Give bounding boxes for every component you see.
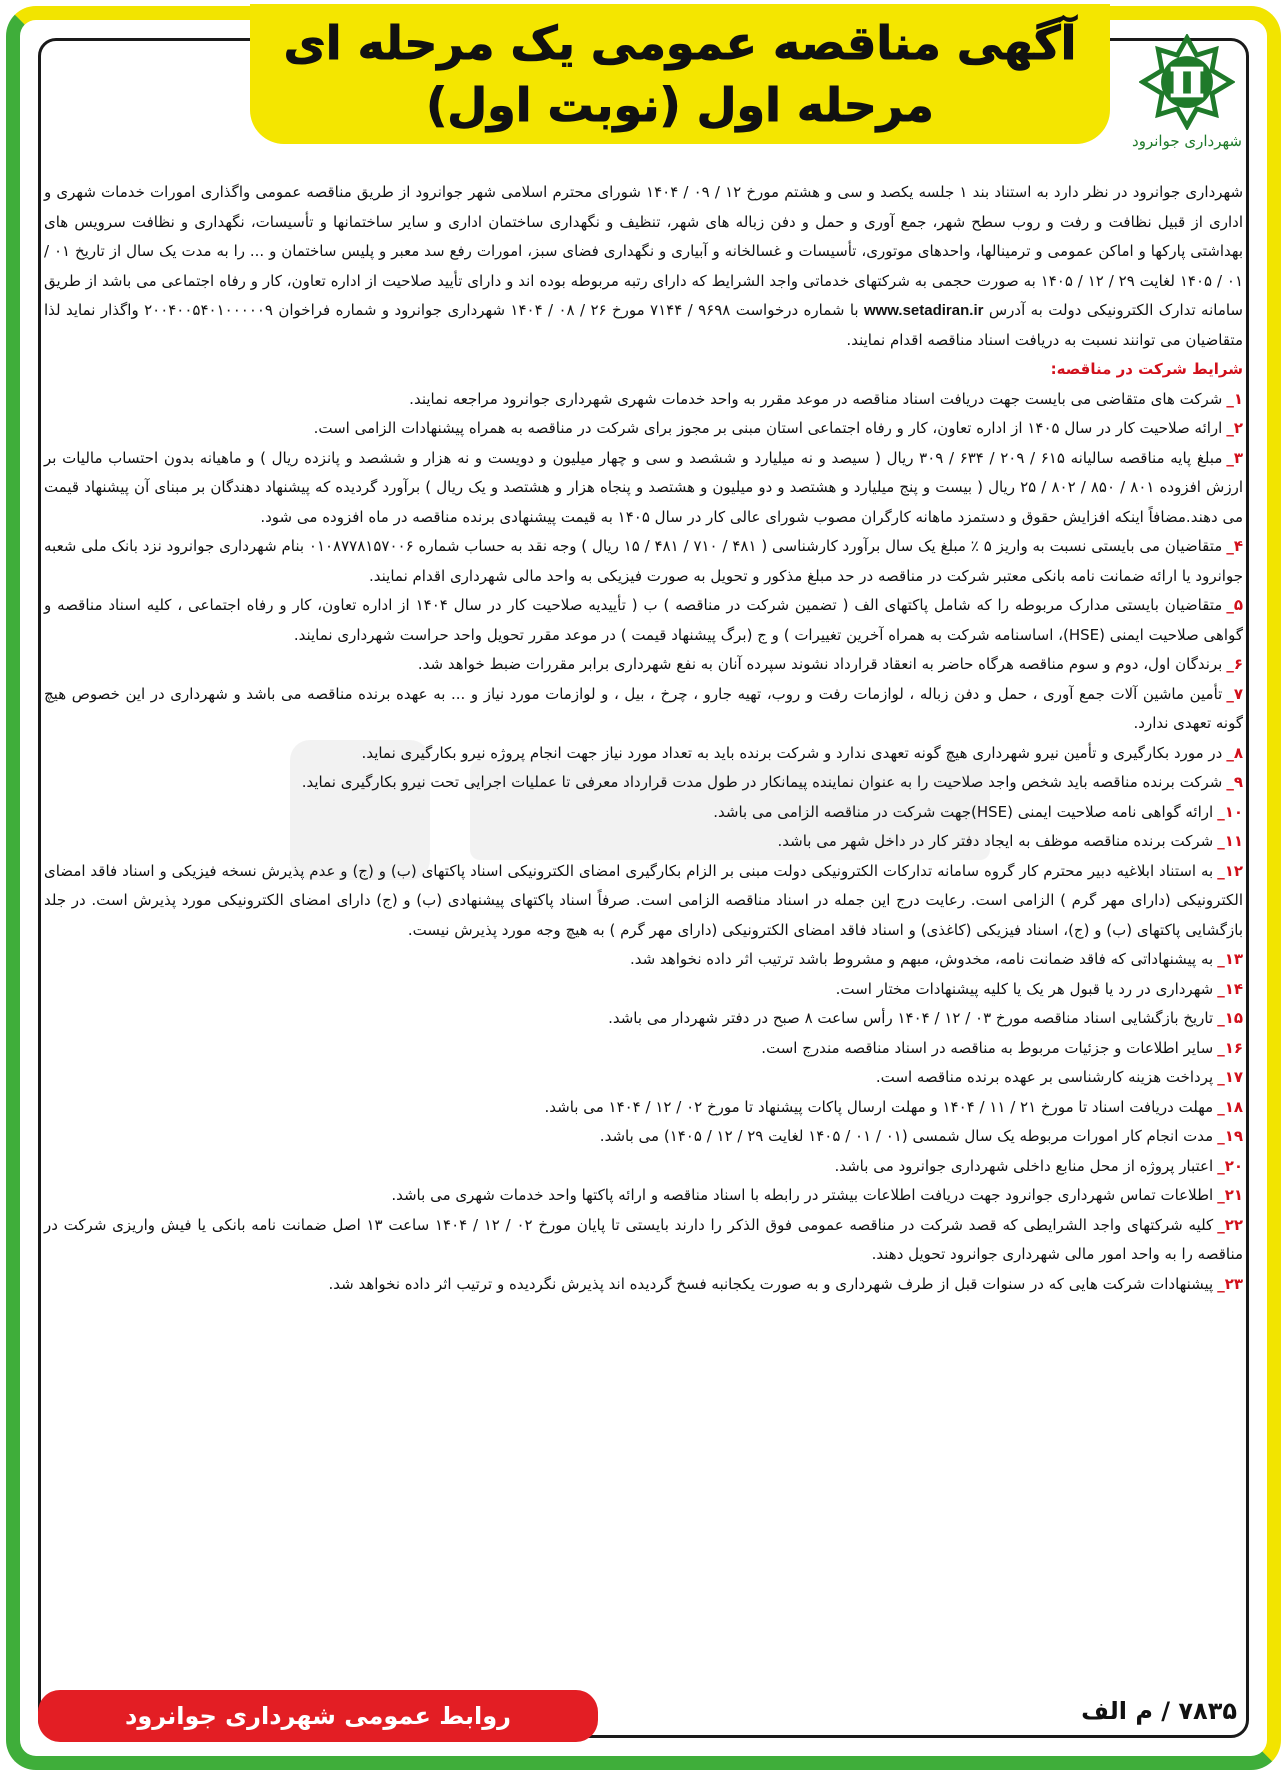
condition-text: اعتبار پروژه از محل منابع داخلی شهرداری جوانرود می باشد. — [834, 1156, 1214, 1175]
condition-item — [44, 945, 1243, 975]
municipality-logo — [1127, 34, 1247, 164]
condition-text: شهرداری در رد یا قبول هر یک یا کلیه پیشنهادات مختار است. — [835, 979, 1214, 998]
condition-item — [44, 1270, 1243, 1300]
condition-number: ۲۲_ — [1217, 1215, 1243, 1234]
condition-number: ۸_ — [1226, 743, 1243, 762]
condition-text: تأمین ماشین آلات جمع آوری ، حمل و دفن زباله ، لوازمات رفت و روب، تهیه جارو ، چرخ ، بیل ، و لوازمات مورد نیاز و ... به عهده برنده مناقصه می باشد و شهرداری در این خصوص هیچ گونه تعهدی ندارد. — [44, 684, 1243, 732]
condition-text: متقاضیان بایستی مدارک مربوطه را که شامل پاکتهای الف ( تضمین شرکت در مناقصه ) ب ( تأییدیه صلاحیت کار در سال ۱۴۰۴ از اداره تعاون، کار و رفاه اجتماعی ، کلیه اسناد مناقصه و گواهی صلاحیت ایمنی (HSE)، اساسنامه شرکت به همراه آخرین تغییرات ) و ج (برگ پیشنهاد قیمت ) در موعد مقرر تحویل واحد حراست شهرداری نمایند. — [44, 596, 1243, 644]
condition-item — [44, 768, 1243, 798]
condition-number: ۱۹_ — [1217, 1127, 1243, 1145]
condition-item — [44, 1093, 1243, 1123]
condition-item — [44, 591, 1243, 650]
condition-number: ۷_ — [1226, 684, 1243, 703]
condition-item — [44, 414, 1243, 444]
condition-number: ۱۲_ — [1217, 861, 1243, 880]
municipality-logo-icon — [1139, 34, 1235, 130]
condition-number: ۱۵_ — [1217, 1009, 1243, 1027]
condition-text: ارائه گواهی نامه صلاحیت ایمنی (HSE)جهت شرکت در مناقصه الزامی می باشد. — [713, 802, 1214, 821]
website-link[interactable]: www.setadiran.ir — [863, 302, 984, 319]
condition-number: ۱۴_ — [1217, 979, 1243, 998]
announcement-code: ۷۸۳۵ / م الف — [1081, 1697, 1237, 1725]
condition-item — [44, 680, 1243, 739]
title-banner — [250, 4, 1110, 144]
condition-text: سایر اطلاعات و جزئیات مربوط به مناقصه در اسناد مناقصه مندرج است. — [761, 1038, 1214, 1057]
condition-item — [44, 1181, 1243, 1211]
condition-text: شرکت برنده مناقصه باید شخص واجد صلاحیت را به عنوان نماینده پیمانکار در طول مدت قرارداد معرفی تا عملیات اجرایی تحت نیرو بکارگیری نماید. — [301, 773, 1223, 791]
condition-number: ۱_ — [1226, 389, 1243, 408]
condition-item — [44, 739, 1243, 769]
condition-number: ۲_ — [1226, 419, 1243, 437]
condition-number: ۱۶_ — [1217, 1038, 1243, 1057]
condition-text: اطلاعات تماس شهرداری جوانرود جهت دریافت اطلاعات بیشتر در رابطه با اسناد مناقصه و ارائه پاکتها واحد خدمات شهری می باشد. — [391, 1186, 1214, 1204]
condition-number: ۱۱_ — [1217, 832, 1243, 850]
condition-number: ۹_ — [1226, 773, 1243, 791]
condition-item — [44, 857, 1243, 946]
condition-text: متقاضیان می بایستی نسبت به واریز ۵ ٪ مبلغ یک سال برآورد کارشناسی ( ۴۸۱ / ۷۱۰ / ۴۸۱ / ۱۵ ریال ) وجه نقد به حساب شماره ۰۱۰۸۷۷۸۱۵۷۰۰۶ بنام شهرداری جوانرود نزد بانک ملی شعبه جوانرود یا ارائه ضمانت نامه بانکی معتبر شرکت در مناقصه در حد مبلغ مذکور و تحویل به صورت فیزیکی به واحد مالی شهرداری اقدام نمایند. — [44, 537, 1243, 585]
condition-text: پرداخت هزینه کارشناسی بر عهده برنده مناقصه است. — [875, 1068, 1214, 1086]
announcement-body — [44, 178, 1243, 1678]
intro-paragraph — [44, 178, 1243, 355]
condition-number: ۳_ — [1226, 448, 1244, 467]
condition-number: ۶_ — [1226, 655, 1243, 673]
condition-number: ۱۰_ — [1217, 802, 1243, 821]
condition-item — [44, 827, 1243, 857]
condition-text: مبلغ پایه مناقصه سالیانه ۶۱۵ / ۲۰۹ / ۶۳۴ / ۳۰۹ ریال ( سیصد و نه میلیارد و ششصد و سی و چهار میلیون و دویست و نه هزار و ششصد و پانزده ریال ) و ماهیانه بدون احتساب مالیات بر ارزش افزوده ۸۰۱ / ۸۵۰ / ۸۰۲ / ۲۵ ریال ( بیست و پنج میلیارد و هشتصد و دو میلیون و هشتصد و پنجاه هزار و هشتصد و یک ریال ) برآورد گردیده که پیشنهاد دهندگان بر مبنای آن پیشنهاد قیمت می دهند.مضافاً اینکه افزایش حقوق و دستمزد ماهانه کارگران مصوب شورای عالی کار در سال ۱۴۰۵ به قیمت پیشنهادی برنده مناقصه در ماه افزوده می شود. — [44, 448, 1244, 526]
condition-number: ۵_ — [1226, 596, 1243, 614]
condition-item — [44, 650, 1243, 680]
condition-number: ۲۰_ — [1217, 1156, 1243, 1175]
condition-item — [44, 1034, 1243, 1064]
condition-number: ۱۸_ — [1217, 1097, 1243, 1116]
condition-item — [44, 798, 1243, 828]
conditions-heading: شرایط شرکت در مناقصه: — [1050, 360, 1243, 378]
condition-item — [44, 1211, 1243, 1270]
intro-text: شهرداری جوانرود در نظر دارد به استناد بند ۱ جلسه یکصد و سی و هشتم مورخ ۱۲ / ۰۹ / ۱۴۰۴ شورای محترم اسلامی شهر جوانرود از طریق مناقصه عمومی واگذاری امورات خدمات شهری و اداری از قبیل نظافت و رفت و روب سطح شهر، جمع آوری و حمل و دفن زباله های شهر، تنظیف و نگهداری ساختمان اداری و سایر ساختمانها و تأسیسات، نگهداری و نظافت سرویس های بهداشتی پارکها و اماکن عمومی و ترمینالها، واحدهای موتوری، تأسیسات و غسالخانه و آبیاری و نگهداری فضای سبز، امورات رفع سد معبر و پلیس ساختمان و ... را به مدت یک سال از تاریخ ۰۱ / ۰۱ / ۱۴۰۵ لغایت ۲۹ / ۱۲ / ۱۴۰۵ به صورت حجمی به شرکتهای خدماتی واجد الشرایط که دارای رتبه مربوطه بوده اند و دارای تأیید صلاحیت از اداره تعاون، کار و رفاه اجتماعی می باشد از طریق سامانه تدارک الکترونیکی دولت به آدرس — [44, 183, 1244, 319]
condition-text: ارائه صلاحیت کار در سال ۱۴۰۵ از اداره تعاون، کار و رفاه اجتماعی استان مبنی بر مجوز برای شرکت در مناقصه به همراه پیشنهادات الزامی است. — [313, 419, 1223, 437]
condition-number: ۴_ — [1226, 537, 1243, 555]
condition-number: ۱۷_ — [1217, 1068, 1243, 1086]
condition-text: در مورد بکارگیری و تأمین نیرو شهرداری هیچ گونه تعهدی ندارد و شرکت برنده باید به تعداد مورد نیاز جهت انجام پروژه نیرو بکارگیری نماید. — [361, 743, 1223, 762]
page-subtitle: مرحله اول (نوبت اول) — [426, 78, 934, 132]
condition-text: مدت انجام کار امورات مربوطه یک سال شمسی (۰۱ / ۰۱ / ۱۴۰۵ لغایت ۲۹ / ۱۲ / ۱۴۰۵) می باشد. — [599, 1127, 1214, 1145]
condition-item — [44, 1063, 1243, 1093]
logo-caption: شهرداری جوانرود — [1132, 132, 1242, 150]
condition-text: برندگان اول، دوم و سوم مناقصه هرگاه حاضر به انعقاد قرارداد نشوند سپرده آنان به نفع شهرداری برابر مقررات ضبط خواهد شد. — [417, 655, 1223, 673]
condition-item — [44, 1152, 1243, 1182]
public-relations-badge — [38, 1690, 598, 1742]
condition-text: مهلت دریافت اسناد تا مورخ ۲۱ / ۱۱ / ۱۴۰۴ و مهلت ارسال پاکات پیشنهاد تا مورخ ۰۲ / ۱۲ / ۱۴۰۴ می باشد. — [544, 1097, 1214, 1116]
condition-text: کلیه شرکتهای واجد الشرایطی که قصد شرکت در مناقصه عمومی فوق الذکر را دارند بایستی تا پایان مورخ ۰۲ / ۱۲ / ۱۴۰۴ ساعت ۱۳ اصل ضمانت نامه بانکی یا فیش واریزی شرکت در مناقصه را به واحد امور مالی شهرداری جوانرود تحویل دهند. — [44, 1215, 1243, 1263]
condition-text: به پیشنهاداتی که فاقد ضمانت نامه، مخدوش، مبهم و مشروط باشد ترتیب اثر داده نخواهد شد. — [629, 950, 1214, 968]
condition-number: ۲۳_ — [1217, 1274, 1243, 1293]
conditions-list — [44, 385, 1243, 1300]
condition-item — [44, 532, 1243, 591]
condition-text: شرکت های متقاضی می بایست جهت دریافت اسناد مناقصه در موعد مقرر به واحد خدمات شهری شهرداری جوانرود مراجعه نمایند. — [409, 389, 1223, 408]
page-title: آگهی مناقصه عمومی یک مرحله ای — [283, 16, 1077, 70]
public-relations-label: روابط عمومی شهرداری جوانرود — [125, 1702, 511, 1730]
condition-text: شرکت برنده مناقصه موظف به ایجاد دفتر کار در داخل شهر می باشد. — [777, 832, 1214, 850]
condition-number: ۱۳_ — [1217, 950, 1243, 968]
condition-item — [44, 444, 1243, 533]
condition-item — [44, 385, 1243, 415]
condition-text: پیشنهادات شرکت هایی که در سنوات قبل از طرف شهرداری و به صورت یکجانبه فسخ گردیده اند پذیرش نگردیده و ترتیب اثر داده نخواهد شد. — [328, 1274, 1214, 1293]
condition-item — [44, 975, 1243, 1005]
condition-text: به استناد ابلاغیه دبیر محترم کار گروه سامانه تدارکات الکترونیکی دولت مبنی بر الزام بکارگیری امضای الکترونیکی اسناد پاکتهای (ب) و (ج) و عدم پذیرش نسخه فیزیکی و اسناد فاقد امضای الکترونیکی (دارای مهر گرم ) الزامی است. رعایت درج این جمله در اسناد مناقصه الزامی است. صرفاً اسناد پاکتهای پیشنهادی (ب) و (ج) دارای امضای الکترونیکی مورد پذیرش است. در جلد بازگشایی پاکتهای (ب) و (ج)، اسناد فیزیکی (کاغذی) و اسناد فاقد امضای الکترونیکی (دارای مهر گرم ) به هیچ وجه مورد پذیرش نیست. — [44, 861, 1243, 939]
condition-text: تاریخ بازگشایی اسناد مناقصه مورخ ۰۳ / ۱۲ / ۱۴۰۴ رأس ساعت ۸ صبح در دفتر شهردار می باشد. — [608, 1009, 1214, 1027]
condition-item — [44, 1122, 1243, 1152]
intro-text-continued: با شماره درخواست ۹۶۹۸ / ۷۱۴۴ مورخ ۲۶ / ۰۸ / ۱۴۰۴ شهرداری جوانرود و شماره فراخوان ۲۰۰۴۰۰۵۴۰۱۰۰۰۰۰۹ واگذار نماید لذا متقاضیان می توانند نسبت به دریافت اسناد مناقصه اقدام نمایند. — [44, 301, 1243, 349]
condition-item — [44, 1004, 1243, 1034]
condition-number: ۲۱_ — [1217, 1186, 1243, 1204]
